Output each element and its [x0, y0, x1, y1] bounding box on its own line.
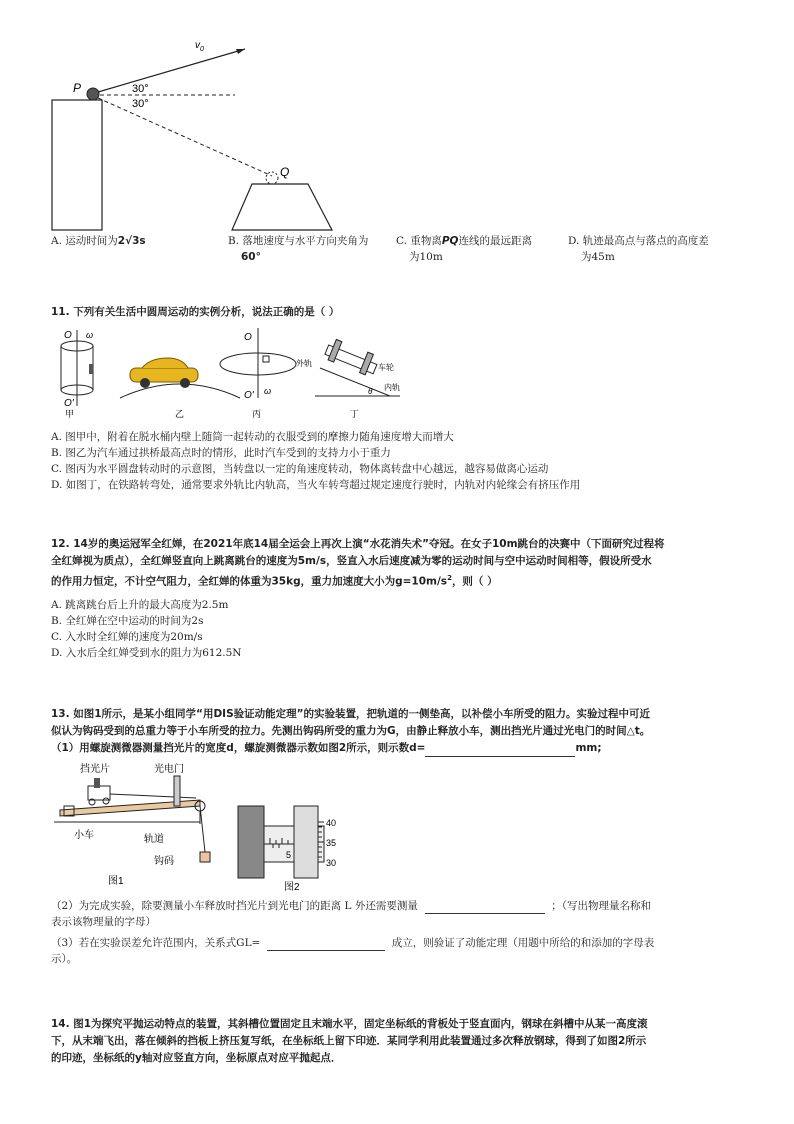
q11-option-a: A. 图甲中，附着在脱水桶内壁上随筒一起转动的衣服受到的摩擦力随角速度增大而增大	[51, 431, 454, 443]
svg-text:内轨: 内轨	[384, 383, 400, 392]
label-angle2: 30°	[132, 98, 149, 110]
q10-option-b: B. 落地速度与水平方向夹角为 60°	[228, 235, 369, 263]
q10-option-c: C. 重物离PQ连线的最远距离 为10m	[396, 235, 532, 263]
q11-option-d: D. 如图丁，在铁路转弯处，通常要求外轨比内轨高，当火车转弯超过规定速度行驶时，内轨对内轮缘会有挤压作用	[51, 479, 581, 491]
svg-text:乙: 乙	[175, 409, 185, 418]
q10-option-d: D. 轨迹最高点与落点的高度差 为45m	[568, 235, 709, 263]
q11-stem: 11. 下列有关生活中圆周运动的实例分析，说法正确的是（ ）	[51, 306, 340, 318]
q12-option-d: D. 入水后全红婵受到水的阻力为612.5N	[51, 647, 242, 659]
svg-text:30: 30	[326, 858, 337, 868]
svg-text:O: O	[244, 332, 252, 343]
svg-text:40: 40	[326, 818, 337, 828]
q12-options	[51, 597, 241, 661]
fig-bing	[220, 328, 296, 418]
svg-text:挡光片: 挡光片	[80, 764, 110, 775]
svg-text:ω: ω	[264, 386, 272, 396]
pq-dash	[98, 98, 272, 176]
q13-blank-d[interactable]	[425, 744, 575, 757]
q10-figure	[40, 32, 360, 237]
svg-text:丁: 丁	[350, 409, 360, 418]
q13-blank-quantity[interactable]	[425, 901, 545, 914]
q13-part3: （3）若在实验误差允许范围内，关系式GL= 成立，则验证了动能定理（用题中所给的和添加的字母表 示）。	[51, 937, 655, 965]
svg-text:O': O'	[244, 390, 254, 401]
q10-option-a: A. 运动时间为2√3s	[51, 235, 146, 247]
q13-blank-expression[interactable]	[267, 938, 385, 951]
svg-text:外轨: 外轨	[296, 359, 312, 368]
svg-text:车轮: 车轮	[378, 363, 394, 372]
q11-options	[51, 429, 580, 493]
q13-part2: （2）为完成实验，除要测量小车释放时挡光片到光电门的距离 L 外还需要测量 ；（写出物理量名称和 表示该物理量的字母）	[51, 900, 651, 928]
svg-text:θ: θ	[368, 387, 373, 396]
q11-option-b: B. 图乙为汽车通过拱桥最高点时的情形，此时汽车受到的支持力小于重力	[51, 447, 391, 459]
fig-jia	[61, 330, 93, 418]
svg-text:ω: ω	[86, 330, 94, 340]
tower	[52, 100, 102, 230]
svg-text:光电门: 光电门	[154, 764, 184, 775]
label-p: P	[73, 81, 82, 95]
label-v0: $v_0$	[195, 40, 204, 53]
q11-figure	[50, 326, 410, 418]
q12-option-c: C. 入水时全红婵的速度为20m/s	[51, 631, 203, 643]
q12-option-b: B. 全红婵在空中运动的时间为2s	[51, 615, 204, 627]
svg-text:轨道: 轨道	[144, 834, 164, 845]
svg-text:图1: 图1	[108, 876, 124, 887]
svg-text:图2: 图2	[284, 882, 300, 893]
svg-text:5: 5	[286, 850, 292, 860]
velocity-arrow	[98, 49, 245, 92]
ball-p	[87, 88, 99, 100]
q13-fig2	[234, 802, 354, 894]
q11-option-c: C. 图丙为水平圆盘转动时的示意图，当转盘以一定的角速度转动，物体离转盘中心越远，越容易做离心运动	[51, 463, 549, 475]
svg-text:丙: 丙	[252, 409, 262, 418]
label-q: Q	[280, 165, 290, 179]
q14-stem: 14. 图1为探究平抛运动特点的装置，其斜槽位置固定且末端水平，固定坐标纸的背板处于竖直面内，钢球在斜槽中从某一高度滚 下，从末端飞出，落在倾斜的挡板上挤压复写纸，在坐标纸上留下印迹．某同学利用此装置通过多次释放钢球，得到了如图2所示 的印迹，坐标纸的y轴对应竖直方向，坐标原点对应平抛起点．	[51, 1018, 648, 1064]
q13-stem: 13. 如图1所示，是某小组同学“用DIS验证动能定理”的实验装置，把轨道的一侧垫高，以补偿小车所受的阻力。实验过程中可近 似认为钩码受到的总重力等于小车所受的拉力。先测出钩码所受的重力为G，由静止释放小车，测出挡光片通过光电门的时间△t。 （1）用螺旋测微器测量挡光片的宽度d，螺旋测微器示数如图2所示，则示数d= mm;	[51, 706, 650, 757]
q13-fig1	[50, 762, 220, 892]
q12-option-a: A. 跳离跳台后上升的最大高度为2.5m	[51, 599, 229, 611]
svg-text:35: 35	[326, 838, 337, 848]
svg-text:钩码: 钩码	[154, 856, 174, 867]
svg-text:O': O'	[64, 398, 74, 409]
trapezoid-platform	[232, 184, 332, 230]
svg-text:甲: 甲	[65, 409, 75, 418]
svg-text:O: O	[64, 330, 72, 341]
svg-text:小车: 小车	[74, 830, 94, 841]
q12-stem: 12. 14岁的奥运冠军全红婵，在2021年底14届全运会上再次上演“水花消失术”夺冠。在女子10m跳台的决赛中（下面研究过程将 全红婵视为质点），全红婵竖直向上跳离跳台的速度为5m/s，竖直入水后速度减为零的运动时间与空中运动时间相等，假设所受水 的作用力恒定，不计空气阻力，全红婵的体重为35kg，重力加速度大小为$g=10m/s^2$，则（ ）	[51, 538, 665, 588]
label-angle1: 30°	[132, 83, 149, 95]
fig-ding	[296, 339, 400, 418]
